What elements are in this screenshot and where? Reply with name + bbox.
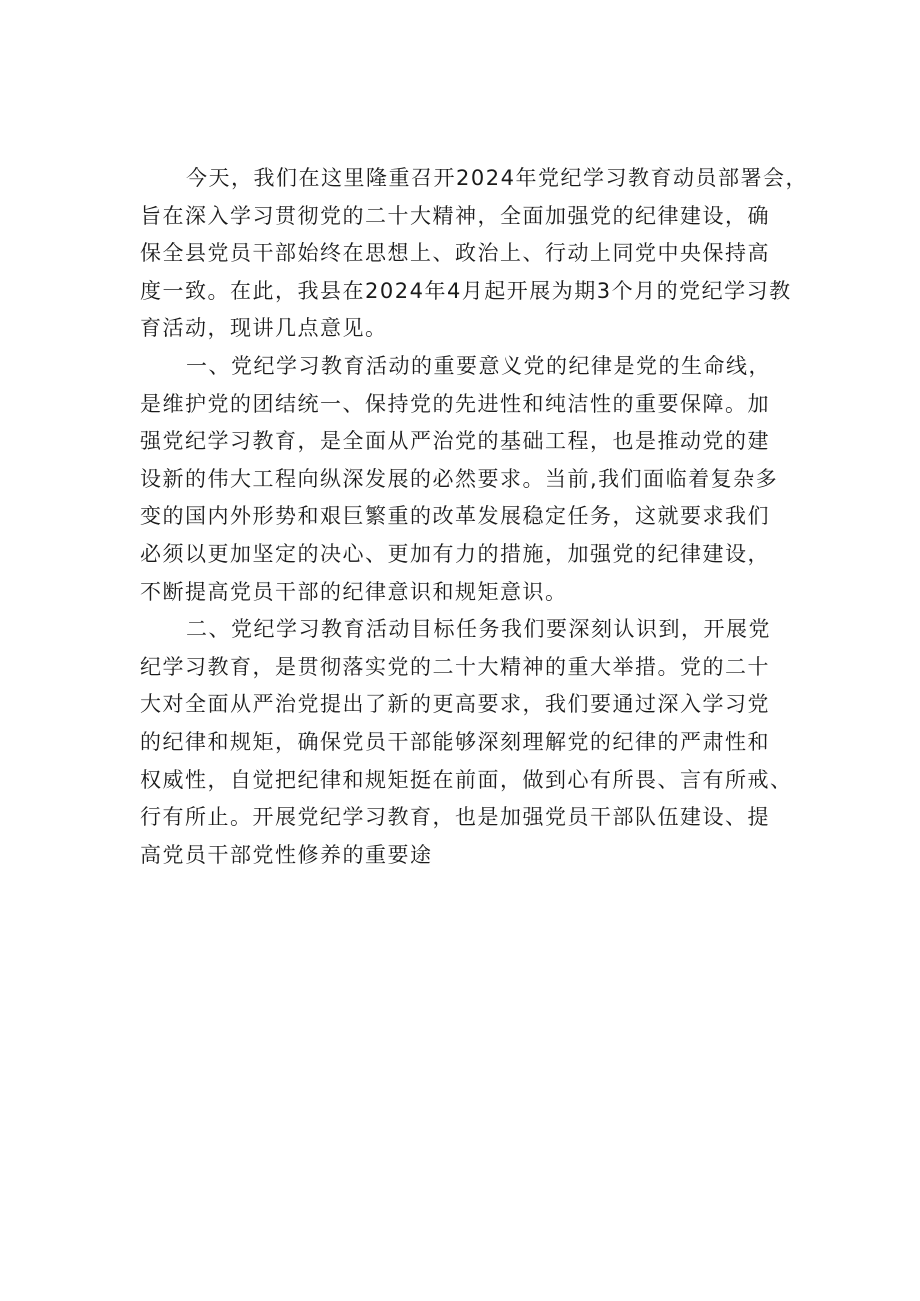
text-line: 的纪律和规矩，确保党员干部能够深刻理解党的纪律的严肃性和 <box>140 729 770 754</box>
text-line: 育活动，现讲几点意见。 <box>140 316 388 341</box>
text-line: 度一致。在此，我县在2024年4月起开展为期3个月的党纪学习教 <box>140 278 792 303</box>
text-line: 二、党纪学习教育活动目标任务我们要深刻认识到，开展党 <box>186 617 771 642</box>
text-line: 不断提高党员干部的纪律意识和规矩意识。 <box>140 579 568 604</box>
text-line: 高党员干部党性修养的重要途 <box>140 842 433 867</box>
text-line: 强党纪学习教育，是全面从严治党的基础工程，也是推动党的建 <box>140 429 770 454</box>
text-line: 权威性，自觉把纪律和规矩挺在前面，做到心有所畏、言有所戒、 <box>140 767 793 792</box>
document-body <box>140 160 808 874</box>
text-line: 设新的伟大工程向纵深发展的必然要求。当前,我们面临着复杂多 <box>140 466 779 491</box>
text-line: 一、党纪学习教育活动的重要意义党的纪律是党的生命线， <box>186 353 771 378</box>
text-line: 必须以更加坚定的决心、更加有力的措施，加强党的纪律建设， <box>140 541 770 566</box>
paragraph-3 <box>140 611 800 874</box>
text-line: 大对全面从严治党提出了新的更高要求，我们要通过深入学习党 <box>140 692 770 717</box>
text-line: 是维护党的团结统一、保持党的先进性和纯洁性的重要保障。加 <box>140 391 770 416</box>
text-line: 保全县党员干部始终在思想上、政治上、行动上同党中央保持高 <box>140 241 770 266</box>
paragraph-2 <box>140 348 800 611</box>
text-line: 今天，我们在这里隆重召开2024年党纪学习教育动员部署会， <box>186 166 808 190</box>
text-line: 变的国内外形势和艰巨繁重的改革发展稳定任务，这就要求我们 <box>140 504 770 529</box>
text-line: 旨在深入学习贯彻党的二十大精神，全面加强党的纪律建设，确 <box>140 203 770 228</box>
paragraph-1 <box>140 160 808 348</box>
text-line: 行有所止。开展党纪学习教育，也是加强党员干部队伍建设、提 <box>140 805 770 830</box>
text-line: 纪学习教育，是贯彻落实党的二十大精神的重大举措。党的二十 <box>140 654 770 679</box>
